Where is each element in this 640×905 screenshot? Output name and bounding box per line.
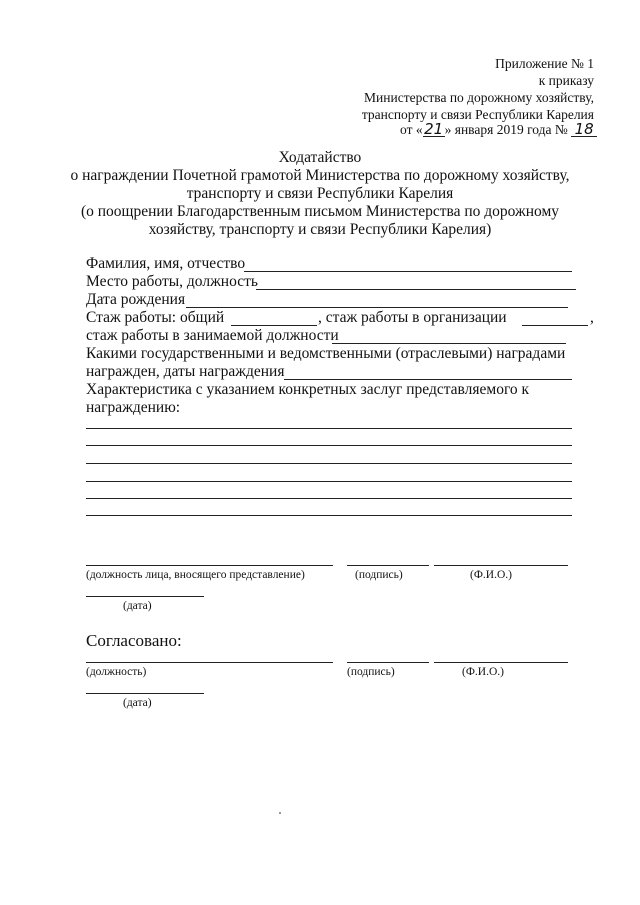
submitter-date-field[interactable] [86,596,204,597]
date-prefix: от « [400,122,423,137]
submitter-signature-field[interactable] [347,565,429,566]
order-day-handwritten: 21 [424,120,444,138]
approval-position-field[interactable] [86,662,333,663]
appendix-number: Приложение № 1 [495,56,594,71]
characteristic-label-line1: Характеристика с указанием конкретных заслуг представляемого к [86,381,530,398]
submitter-fio-field[interactable] [434,565,568,566]
approval-date-caption: (дата) [123,697,152,709]
experience-comma: , [590,309,594,326]
approval-fio-field[interactable] [434,662,568,663]
awards-field[interactable] [284,379,572,380]
full-name-field[interactable] [244,271,572,272]
workplace-field[interactable] [256,289,576,290]
submitter-signature-caption: (подпись) [355,569,403,581]
submitter-position-caption: (должность лица, вносящего представление) [86,569,305,581]
approval-date-field[interactable] [86,693,204,694]
document-title: Ходатайство [278,149,362,166]
title-line-4: (о поощрении Благодарственным письмом Министерства по дорожному [80,203,560,220]
characteristic-line-3[interactable] [86,463,572,464]
date-middle: » января 2019 года № [444,122,568,137]
order-number-handwritten: 18 [571,122,597,137]
order-reference: к приказу [538,73,594,88]
scan-speck [279,812,281,814]
birth-date-label: Дата рождения [86,291,186,308]
approval-signature-field[interactable] [347,662,429,663]
approval-signature-caption: (подпись) [347,666,395,678]
characteristic-line-1[interactable] [86,428,572,429]
title-line-5: хозяйству, транспорту и связи Республики Карелия) [148,221,492,238]
awards-label-line1: Какими государственными и ведомственными (отраслевыми) наградами [86,345,566,362]
experience-position-field[interactable] [332,343,566,344]
submitter-position-field[interactable] [86,565,333,566]
full-name-label: Фамилия, имя, отчество [86,255,246,272]
characteristic-line-6[interactable] [86,515,572,516]
order-date-line [400,121,597,138]
experience-org-label: , стаж работы в организации [318,309,507,326]
experience-org-field[interactable] [522,325,588,326]
birth-date-field[interactable] [186,307,568,308]
characteristic-label-line2: награждению: [86,399,181,416]
approval-title: Согласовано: [86,631,182,650]
ministry-name-line2: транспорту и связи Республики Карелия [361,107,594,122]
approval-fio-caption: (Ф.И.О.) [462,666,504,678]
characteristic-line-2[interactable] [86,445,572,446]
approval-position-caption: (должность) [86,666,147,678]
submitter-date-caption: (дата) [123,600,152,612]
ministry-name-line1: Министерства по дорожному хозяйству, [364,90,594,105]
experience-total-field[interactable] [231,325,317,326]
experience-total-label: Стаж работы: общий [86,309,225,326]
title-line-2: о награждении Почетной грамотой Министерства по дорожному хозяйству, [70,167,570,184]
title-line-3: транспорту и связи Республики Карелия [186,185,454,202]
submitter-fio-caption: (Ф.И.О.) [470,569,512,581]
experience-position-label: стаж работы в занимаемой должности [86,327,339,344]
characteristic-line-5[interactable] [86,498,572,499]
awards-label-line2: награжден, даты награждения [86,363,285,380]
workplace-label: Место работы, должность [86,273,258,290]
characteristic-line-4[interactable] [86,481,572,482]
